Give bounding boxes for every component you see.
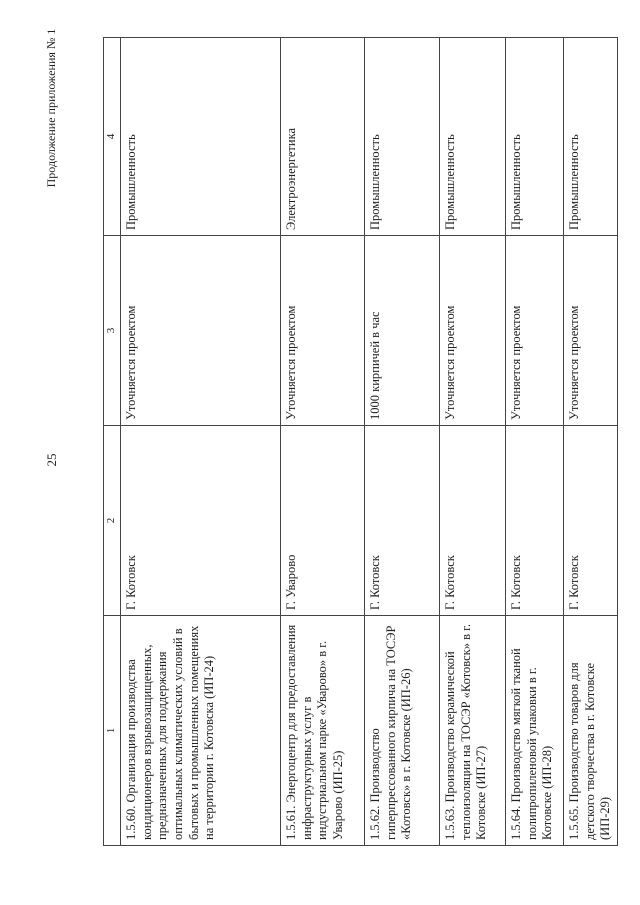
page-caption: Продолжение приложения № 1 [44, 28, 58, 188]
project-cell: 1.5.65. Производство товаров для детского творчества в г. Котовске (ИП-29) [564, 616, 618, 846]
sector-cell: Промышленность [121, 38, 281, 236]
header-cell-4: 4 [104, 38, 121, 236]
capacity-cell: Уточняется проектом [440, 236, 506, 426]
capacity-cell: Уточняется проектом [564, 236, 618, 426]
sector-cell: Промышленность [564, 38, 618, 236]
location-cell: Г. Котовск [506, 426, 564, 616]
sector-cell: Промышленность [365, 38, 440, 236]
location-cell: Г. Котовск [440, 426, 506, 616]
capacity-cell: 1000 кирпичей в час [365, 236, 440, 426]
projects-table [103, 37, 618, 846]
rotated-table [103, 38, 613, 846]
header-cell-2: 2 [104, 426, 121, 616]
project-cell: 1.5.62. Производство гиперпрессованного кирпича на ТОСЭР «Котовск» в г. Котовске (ИП-26) [365, 616, 440, 846]
capacity-cell: Уточняется проектом [281, 236, 365, 426]
sector-cell: Электроэнергетика [281, 38, 365, 236]
location-cell: Г. Уварово [281, 426, 365, 616]
project-cell: 1.5.60. Организация производства кондиционеров взрывозащищенных, предназначенных для поддержания оптимальных климатических условий в бытовых и промышленных помещениях на территории г. Котовска (ИП-24) [121, 616, 281, 846]
sector-cell: Промышленность [506, 38, 564, 236]
page-number: 25 [44, 453, 59, 467]
header-cell-1: 1 [104, 616, 121, 846]
project-cell: 1.5.63. Производство керамической теплоизоляции на ТОСЭР «Котовск» в г. Котовске (ИП-27) [440, 616, 506, 846]
capacity-cell: Уточняется проектом [506, 236, 564, 426]
sector-cell: Промышленность [440, 38, 506, 236]
header-row [104, 38, 121, 846]
project-cell: 1.5.61. Энергоцентр для предоставления инфраструктурных услуг в индустриальном парке «Уварово» в г. Уварово (ИП-25) [281, 616, 365, 846]
table-row [365, 38, 440, 846]
location-cell: Г. Котовск [564, 426, 618, 616]
header-cell-3: 3 [104, 236, 121, 426]
capacity-cell: Уточняется проектом [121, 236, 281, 426]
location-cell: Г. Котовск [121, 426, 281, 616]
table-row [564, 38, 618, 846]
table-row [281, 38, 365, 846]
table-row [121, 38, 281, 846]
table-row [506, 38, 564, 846]
table-row [440, 38, 506, 846]
location-cell: Г. Котовск [365, 426, 440, 616]
table-container [103, 38, 613, 846]
project-cell: 1.5.64. Производство мягкой тканой полипропиленовой упаковки в г. Котовске (ИП-28) [506, 616, 564, 846]
